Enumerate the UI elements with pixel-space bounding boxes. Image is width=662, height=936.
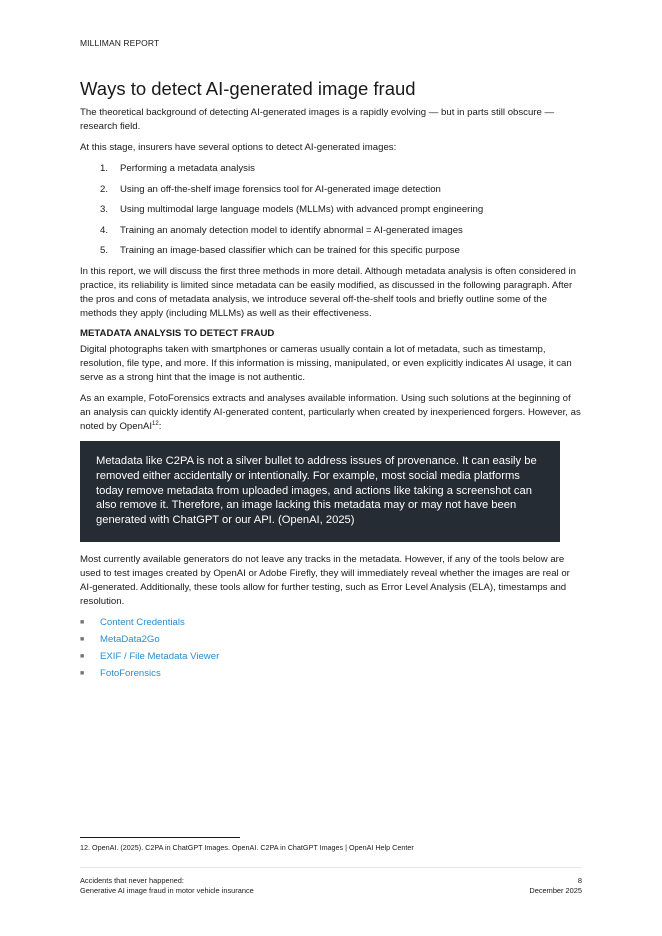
list-number: 4.: [100, 224, 109, 236]
list-item: [80, 203, 582, 217]
bullet-icon: ■: [80, 669, 85, 677]
footnote: 12. OpenAI. (2025). C2PA in ChatGPT Images. OpenAI. C2PA in ChatGPT Images | OpenAI Help Center: [80, 843, 414, 852]
link-metadata2go[interactable]: MetaData2Go: [100, 633, 160, 645]
list-number: 2.: [100, 183, 109, 195]
list-item: [80, 667, 582, 681]
quote-block: Metadata like C2PA is not a silver bullet to address issues of provenance. It can easily be removed either accidentally or intentionally. For example, most social media platforms today remove metadata from uploaded images, and actions like taking a screenshot can also remove it. Therefore, an image lacking this metadata may or may not have been generated with ChatGPT or our API. (OpenAI, 2025): [80, 441, 560, 542]
report-header: MILLIMAN REPORT: [80, 38, 160, 48]
methods-list: [80, 162, 582, 258]
list-item: [80, 616, 582, 630]
bullet-icon: ■: [80, 635, 85, 643]
list-number: 1.: [100, 163, 109, 174]
main-content: [80, 78, 582, 684]
list-item: [80, 224, 582, 238]
list-text: Training an image-based classifier which can be trained for this specific purpose: [120, 245, 460, 257]
tools-list: [80, 616, 582, 681]
list-item: [80, 244, 582, 258]
section-title: Ways to detect AI-generated image fraud: [80, 78, 416, 99]
footer-title-line-2: Generative AI image fraud in motor vehicle insurance: [80, 886, 254, 895]
list-text: Training an anomaly detection model to identify abnormal = AI-generated images: [120, 224, 463, 236]
paragraph-text: As an example, FotoForensics extracts and analyses available information. Using such solutions at the beginning of an analysis can quickly identify AI-generated content, particularly when created by inexperienced forgers. However, as noted by OpenAI: [80, 392, 581, 432]
discussion-paragraph: In this report, we will discuss the first three methods in more detail. Although metadata analysis is often considered in practice, its reliability is limited since metadata can be easily modified, as discussed in the following paragraph. After the pros and cons of metadata analysis, we introduce several off-the-shelf tools and briefly outline some of the methods they apply (including MLLMs) as well as their effectiveness.: [80, 265, 576, 319]
metadata-paragraph-3: Most currently available generators do not leave any tracks in the metadata. However, if any of the tools below are used to test images created by OpenAI or Adobe Firefly, they will immediately reveal whether the images are real or AI-generated. Additionally, these tools allow for further testing, such as Error Level Analysis (ELA), timestamps and resolution.: [80, 553, 570, 607]
list-number: 3.: [100, 204, 109, 216]
list-item: [80, 633, 582, 647]
footer-divider: [80, 867, 582, 868]
link-content-credentials[interactable]: Content Credentials: [100, 616, 185, 628]
list-text: Using multimodal large language models (MLLMs) with advanced prompt engineering: [120, 204, 484, 216]
options-lead: At this stage, insurers have several options to detect AI-generated images:: [80, 142, 397, 153]
list-number: 5.: [100, 245, 109, 257]
footer-title: [80, 876, 254, 896]
list-text: Using an off-the-shelf image forensics tool for AI-generated image detection: [120, 183, 441, 195]
publication-date: December 2025: [529, 886, 582, 895]
footer-meta: [529, 876, 582, 896]
intro-paragraph: The theoretical background of detecting AI-generated images is a rapidly evolving — but in parts still obscure — research field.: [80, 107, 555, 132]
bullet-icon: ■: [80, 618, 85, 626]
footnote-divider: [80, 837, 240, 838]
footer-title-line-1: Accidents that never happened:: [80, 876, 184, 885]
list-item: [80, 162, 582, 176]
footnote-ref[interactable]: 12: [152, 420, 159, 427]
list-text: Performing a metadata analysis: [120, 163, 255, 174]
link-exif-viewer[interactable]: EXIF / File Metadata Viewer: [100, 650, 220, 662]
paragraph-end: :: [158, 420, 162, 432]
metadata-heading: METADATA ANALYSIS TO DETECT FRAUD: [80, 327, 275, 339]
bullet-icon: ■: [80, 652, 85, 660]
list-item: [80, 650, 582, 664]
link-fotoforensics[interactable]: FotoForensics: [100, 667, 161, 679]
list-item: [80, 183, 582, 197]
page-number: 8: [577, 876, 582, 885]
metadata-paragraph-1: Digital photographs taken with smartphones or cameras usually contain a lot of metadata, such as timestamp, resolution, file type, and more. If this information is missing, manipulated, or even explicitly indicates AI usage, it can serve as a strong hint that the image is not authentic.: [80, 343, 572, 383]
metadata-paragraph-2: [80, 392, 582, 434]
